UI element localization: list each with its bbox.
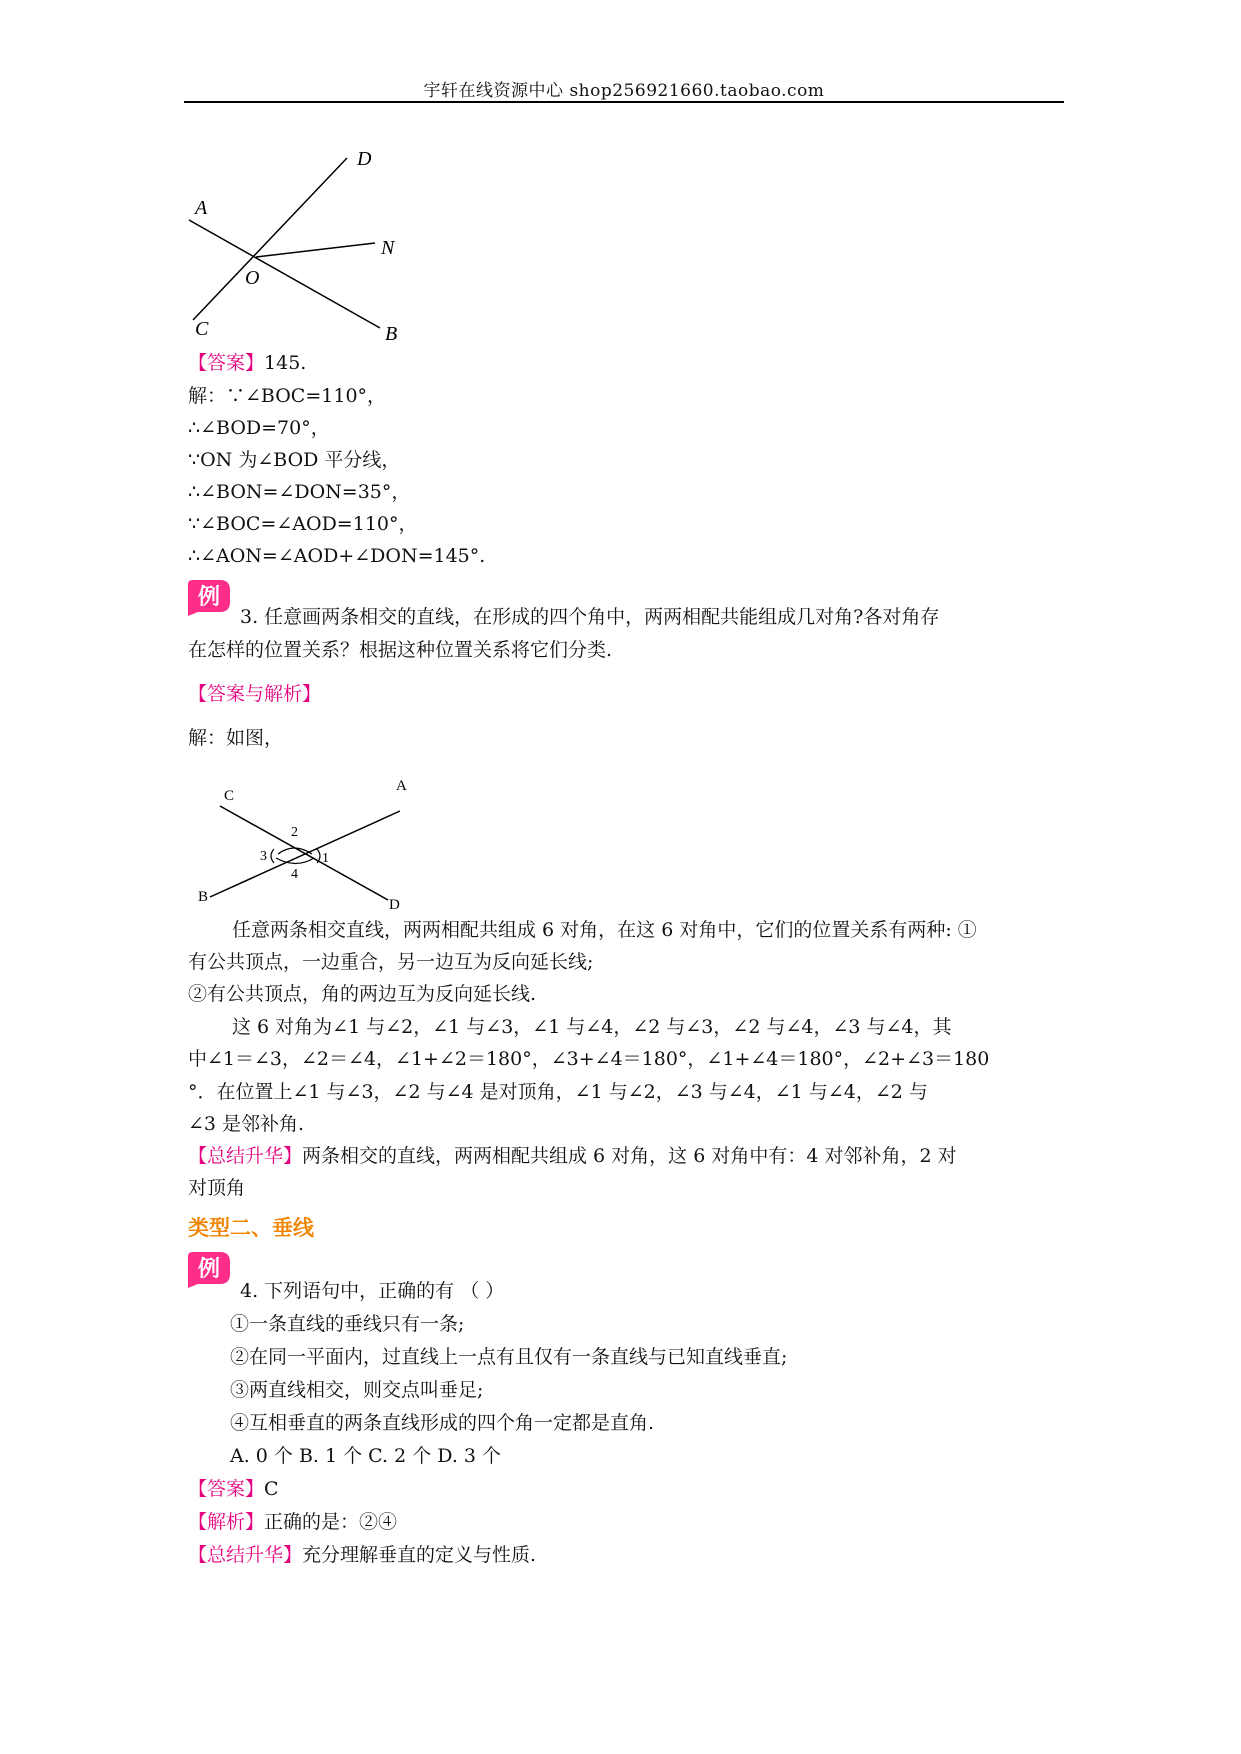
ex3-body-line: 任意两条相交直线，两两相配共组成 6 对角，在这 6 对角中，它们的位置关系有两种: ① [232, 919, 977, 941]
ex4-item: ④互相垂直的两条直线形成的四个角一定都是直角. [230, 1412, 655, 1434]
ex3-body-line: ②有公共顶点，角的两边互为反向延长线. [188, 983, 537, 1005]
ex4-item: ③两直线相交，则交点叫垂足; [230, 1379, 484, 1401]
analysis-text: 正确的是：②④ [264, 1511, 398, 1533]
fig1-label-d: D [357, 150, 372, 170]
solution-step: ∴∠BOD=70°， [188, 417, 330, 439]
fig1-label-b: B [385, 323, 398, 345]
fig1-label-a: A [195, 197, 208, 219]
solve-intro: 解：如图， [188, 727, 284, 749]
ex2-answer-line [188, 350, 306, 376]
ex3-summary-line1 [188, 1143, 957, 1169]
solution-step: ∵∠BOC=∠AOD=110°， [188, 513, 418, 535]
example-badge-label: 例 [197, 584, 221, 609]
ex4-item: ②在同一平面内，过直线上一点有且仅有一条直线与已知直线垂直; [230, 1346, 788, 1368]
answer-value: 145. [264, 352, 307, 374]
example-badge-icon [186, 578, 232, 616]
ex3-body-line: ∠3 是邻补角. [188, 1113, 305, 1135]
page-header: 宇轩在线资源中心 shop256921660.taobao.com [423, 81, 825, 101]
figure-angle-diagram-1 [185, 150, 415, 345]
summary-tag: 【总结升华】 [188, 1145, 303, 1167]
fig1-label-c: C [195, 318, 209, 340]
ex4-analysis-line [188, 1509, 397, 1535]
fig2-angle-3: 3 [260, 849, 267, 864]
fig2-angle-4: 4 [291, 867, 298, 882]
ex3-body-line: 有公共顶点，一边重合，另一边互为反向延长线; [188, 951, 594, 973]
analysis-tag: 【答案与解析】 [188, 683, 322, 705]
solution-step: ∵ON 为∠BOD 平分线， [188, 449, 401, 471]
ex4-options: A. 0 个 B. 1 个 C. 2 个 D. 3 个 [230, 1445, 502, 1467]
summary-tag: 【总结升华】 [188, 1544, 303, 1566]
example-badge-label: 例 [197, 1256, 221, 1281]
ex3-body-line: °．在位置上∠1 与∠3，∠2 与∠4 是对顶角，∠1 与∠2，∠3 与∠4，∠1 与∠4，∠2 与 [188, 1081, 928, 1103]
summary-text: 两条相交的直线，两两相配共组成 6 对角，这 6 对角中有：4 对邻补角，2 对 [302, 1145, 957, 1167]
fig1-label-o: O [245, 267, 260, 289]
fig2-label-a: A [396, 778, 407, 794]
ex4-answer-line [188, 1476, 279, 1502]
ex4-item: ①一条直线的垂线只有一条; [230, 1313, 465, 1335]
ex4-question: 4. 下列语句中，正确的有 （ ） [240, 1280, 505, 1302]
header-rule [184, 101, 1064, 103]
ex3-summary-line2: 对顶角 [188, 1177, 246, 1199]
answer-tag: 【答案】 [188, 1478, 265, 1500]
fig2-label-b: B [198, 889, 209, 905]
ex4-summary-line [188, 1542, 536, 1568]
fig2-angle-2: 2 [291, 825, 298, 840]
example-badge-icon [186, 1250, 232, 1288]
fig2-angle-1: 1 [322, 851, 329, 866]
solution-step: ∴∠BON=∠DON=35°， [188, 481, 411, 503]
fig1-label-n: N [381, 237, 395, 259]
answer-value: C [264, 1478, 279, 1500]
fig2-label-c: C [224, 788, 235, 804]
ex3-question-line2: 在怎样的位置关系？根据这种位置关系将它们分类. [188, 639, 613, 661]
summary-text: 充分理解垂直的定义与性质. [302, 1544, 537, 1566]
solution-step: ∴∠AON=∠AOD+∠DON=145°. [188, 545, 486, 567]
figure-intersecting-lines [190, 770, 420, 910]
analysis-tag: 【解析】 [188, 1511, 265, 1533]
ex3-question-line1: 3. 任意画两条相交的直线，在形成的四个角中，两两相配共能组成几对角?各对角存 [240, 606, 940, 628]
answer-tag: 【答案】 [188, 352, 265, 374]
fig2-label-d: D [389, 897, 400, 910]
ex3-body-line: 这 6 对角为∠1 与∠2，∠1 与∠3，∠1 与∠4，∠2 与∠3，∠2 与∠4，∠3 与∠4，其 [232, 1016, 952, 1038]
ex3-body-line: 中∠1＝∠3，∠2＝∠4，∠1+∠2＝180°，∠3+∠4＝180°，∠1+∠4＝180°，∠2+∠3＝180 [188, 1048, 990, 1070]
solution-step: 解：∵∠BOC=110°， [188, 385, 387, 407]
section-title: 类型二、垂线 [188, 1216, 314, 1240]
